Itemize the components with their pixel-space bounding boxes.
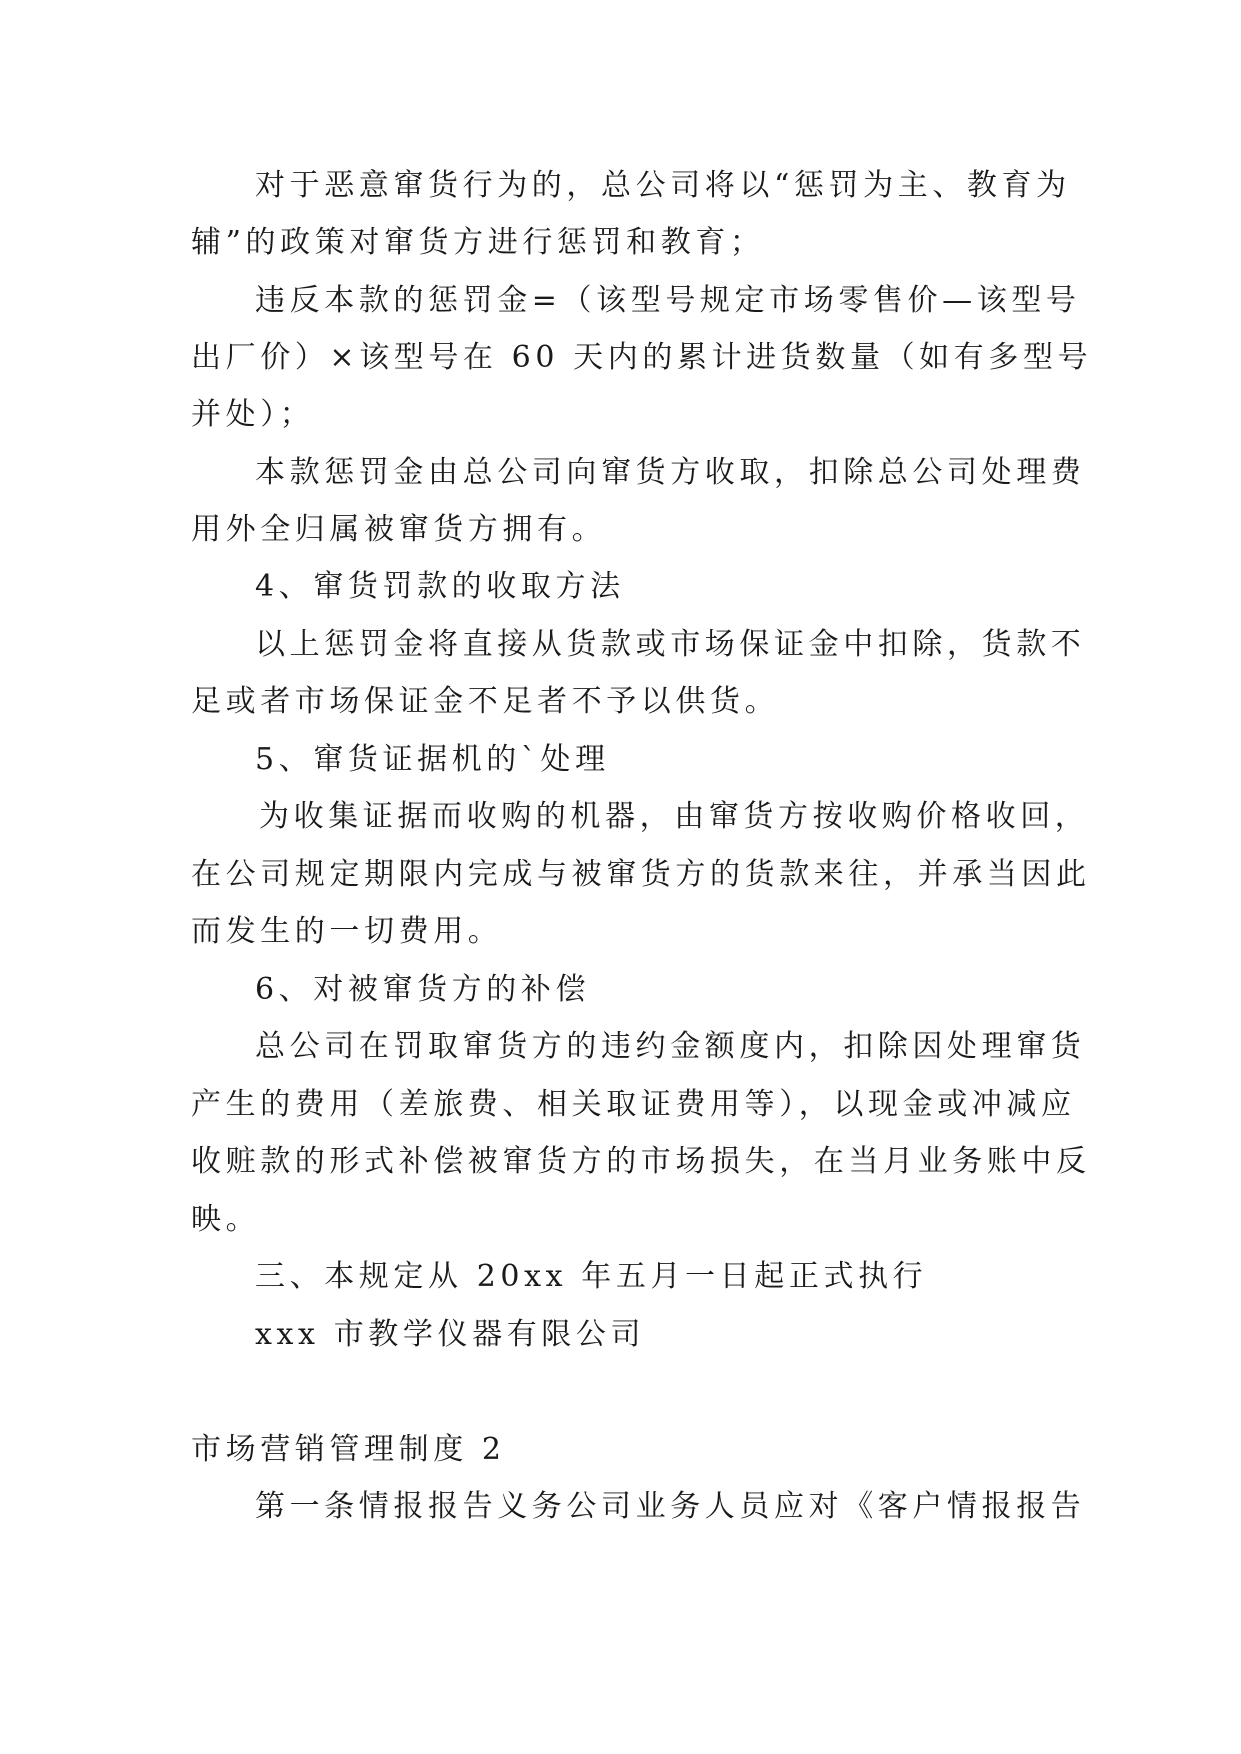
paragraph-line: 并处）； — [191, 397, 315, 432]
paragraph-line: 用外全归属被窜货方拥有。 — [191, 512, 607, 547]
paragraph-line: 收赃款的形式补偿被窜货方的市场损失，在当月业务账中反 — [191, 1144, 1091, 1179]
paragraph-line: 以上惩罚金将直接从货款或市场保证金中扣除，货款不 — [255, 627, 1086, 662]
section-heading: 4、窜货罚款的收取方法 — [255, 569, 625, 604]
paragraph-line: 产生的费用（差旅费、相关取证费用等），以现金或冲减应 — [191, 1087, 1076, 1122]
section-heading: 6、对被窜货方的补偿 — [255, 972, 591, 1007]
document-title: 市场营销管理制度 2 — [191, 1432, 506, 1467]
section-heading: 三、本规定从 20xx 年五月一日起正式执行 — [255, 1259, 928, 1294]
paragraph-line: 第一条情报报告义务公司业务人员应对《客户情报报告 — [255, 1489, 1086, 1524]
paragraph-line: 违反本款的惩罚金=（该型号规定市场零售价—该型号 — [255, 283, 1081, 318]
company-name: xxx 市教学仪器有限公司 — [255, 1317, 646, 1352]
paragraph-line: 为收集证据而收购的机器，由窜货方按收购价格收回， — [259, 799, 1090, 834]
paragraph-line: 在公司规定期限内完成与被窜货方的货款来往，并承当因此 — [191, 857, 1091, 892]
section-heading: 5、窜货证据机的`处理 — [255, 742, 610, 777]
paragraph-line: 足或者市场保证金不足者不予以供货。 — [191, 684, 780, 719]
paragraph-line: 对于恶意窜货行为的，总公司将以“惩罚为主、教育为 — [255, 168, 1071, 203]
paragraph-line: 辅”的政策对窜货方进行惩罚和教育； — [191, 225, 765, 260]
paragraph-line: 总公司在罚取窜货方的违约金额度内，扣除因处理窜货 — [255, 1029, 1086, 1064]
paragraph-line: 本款惩罚金由总公司向窜货方收取，扣除总公司处理费 — [255, 455, 1086, 490]
paragraph-line: 而发生的一切费用。 — [191, 914, 503, 949]
paragraph-line: 映。 — [191, 1202, 261, 1237]
paragraph-line: 出厂价）×该型号在 60 天内的累计进货数量（如有多型号 — [191, 340, 1093, 375]
